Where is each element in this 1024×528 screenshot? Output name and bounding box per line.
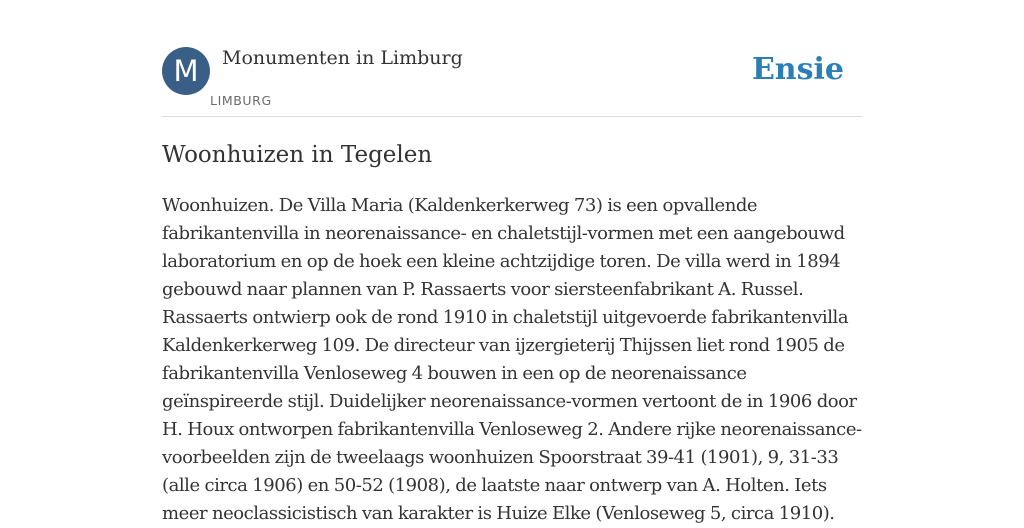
site-header — [162, 46, 862, 117]
site-title-link[interactable]: Monumenten in Limburg — [222, 47, 463, 69]
ensie-logo[interactable]: Ensie — [751, 52, 844, 87]
article-title: Woonhuizen in Tegelen — [162, 142, 433, 168]
category-tag-link[interactable]: LIMBURG — [210, 93, 272, 108]
article-body: Woonhuizen. De Villa Maria (Kaldenkerkerweg 73) is een opvallende fabrikantenvilla in neorenaissance- en chaletstijl-vormen met een aangebouwd laboratorium en op de hoek een kleine achtzijdige toren. De villa werd in 1894 gebouwd naar plannen van P. Rassaerts voor siersteenfabrikant A. Russel. Rassaerts ontwierp ook de rond 1910 in chaletstijl uitgevoerde fabrikantenvilla Kaldenkerkerweg 109. De directeur van ijzergieterij Thijssen liet rond 1905 de fabrikantenvilla Venloseweg 4 bouwen in een op de neorenaissance geïnspireerde stijl. Duidelijker neorenaissance-vormen vertoont de in 1906 door H. Houx ontworpen fabrikantenvilla Venloseweg 2. Andere rijke neorenaissance-voorbeelden zijn de tweelaags woonhuizen Spoorstraat 39-41 (1901), 9, 31-33 (alle circa 1906) en 50-52 (1908), de laatste naar ontwerp van A. Holten. Iets meer neoclassicistisch van karakter is Huize Elke (Venloseweg 5, circa 1910). — [162, 195, 862, 524]
avatar[interactable]: M — [162, 47, 210, 95]
